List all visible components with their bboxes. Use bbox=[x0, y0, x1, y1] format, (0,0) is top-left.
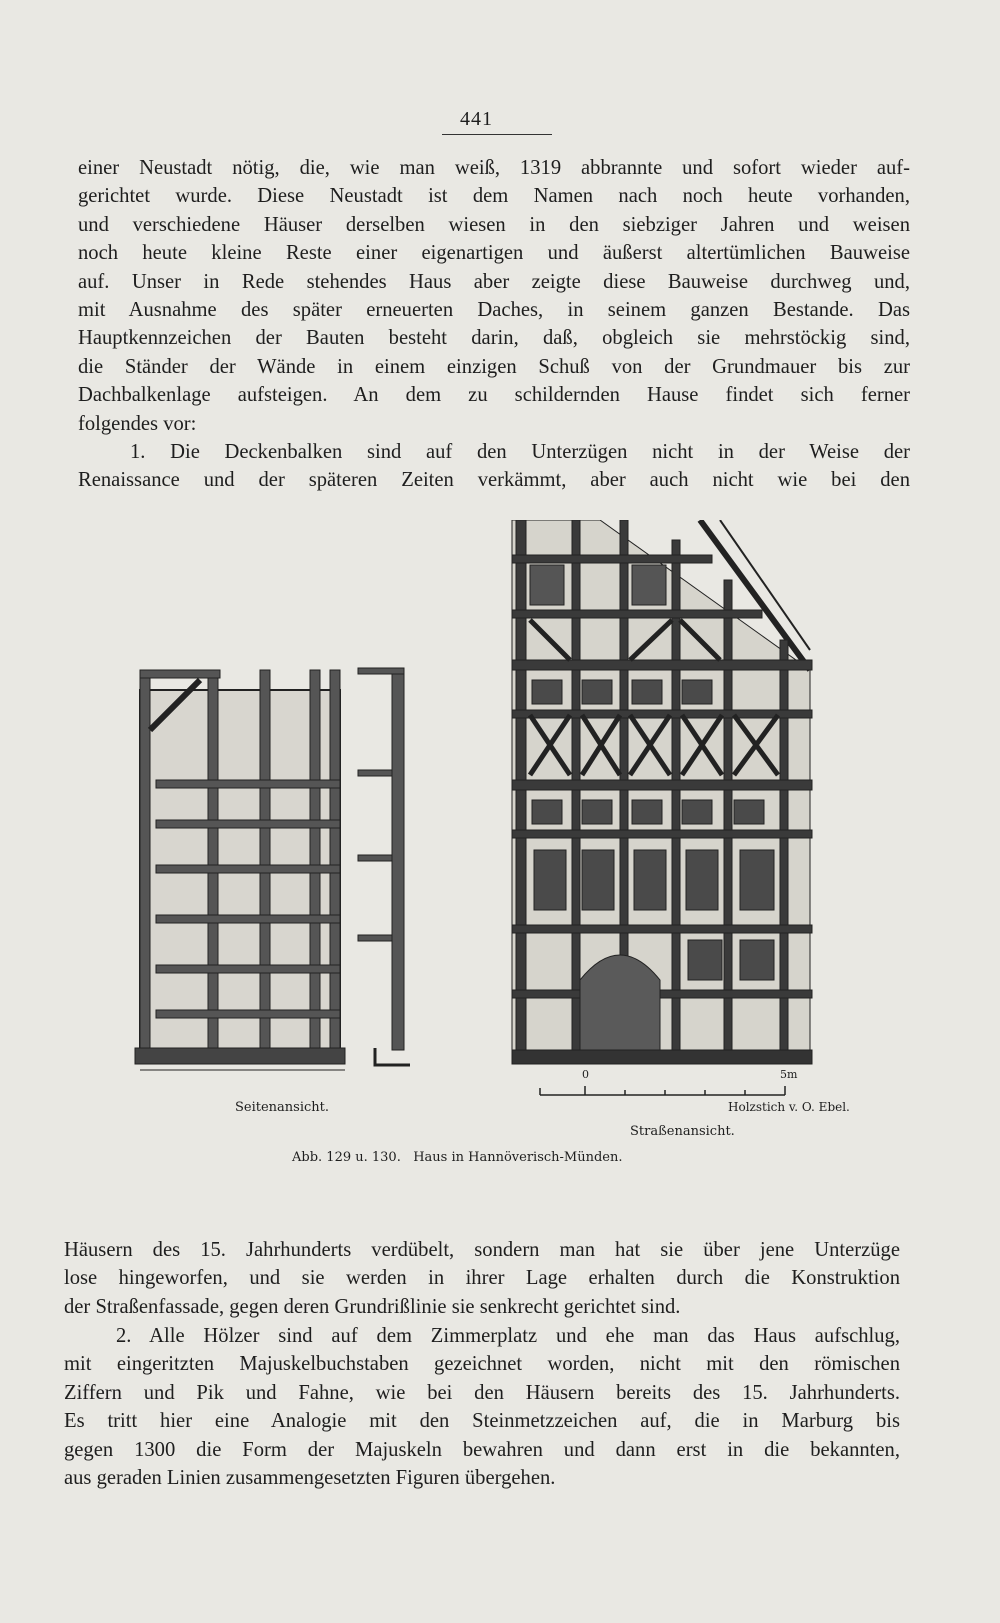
street-elevation-drawing bbox=[512, 520, 812, 1064]
text-line: einer Neustadt nötig, die, wie man weiß, 1319 abbrannte und sofort wieder auf- bbox=[78, 157, 910, 179]
text-line: gerichtet wurde. Diese Neustadt ist dem Namen nach noch heute vorhanden, bbox=[78, 185, 910, 208]
side-elevation-drawing bbox=[135, 668, 410, 1070]
text-line: folgendes vor: bbox=[78, 412, 197, 435]
paragraph-1 bbox=[78, 154, 910, 438]
text-line: der Straßenfassade, gegen deren Grundrißlinie sie senkrecht gerichtet sind. bbox=[64, 1295, 681, 1318]
text-line: 2. Alle Hölzer sind auf dem Zimmerplatz und ehe man das Haus aufschlug, bbox=[116, 1325, 900, 1347]
paragraph-3 bbox=[64, 1236, 900, 1321]
text-line: mit eingeritzten Majuskelbuchstaben gezeichnet worden, nicht mit den römischen bbox=[64, 1353, 900, 1376]
scale-start-label: 0 bbox=[582, 1068, 589, 1081]
text-line: Es tritt hier eine Analogie mit den Steinmetzzeichen auf, die in Marburg bis bbox=[64, 1410, 900, 1433]
page-number: 441 bbox=[460, 108, 493, 130]
paragraph-2 bbox=[78, 438, 910, 495]
page-number-rule bbox=[442, 134, 552, 135]
text-line: noch heute kleine Reste einer eigenartigen und äußerst altertümlichen Bauweise bbox=[78, 242, 910, 265]
text-line: Renaissance und der späteren Zeiten verkämmt, aber auch nicht wie bei den bbox=[78, 469, 910, 492]
paragraph-4 bbox=[64, 1322, 900, 1492]
text-line: Dachbalkenlage aufsteigen. An dem zu schildernden Hause findet sich ferner bbox=[78, 384, 910, 407]
figure-house-elevations bbox=[120, 520, 890, 1165]
text-line: mit Ausnahme des später erneuerten Daches, in seinem ganzen Bestande. Das bbox=[78, 299, 910, 322]
text-line: 1. Die Deckenbalken sind auf den Unterzügen nicht in der Weise der bbox=[130, 441, 910, 463]
caption-main: Abb. 129 u. 130. Haus in Hannöverisch-Münden. bbox=[292, 1150, 623, 1165]
text-line: aus geraden Linien zusammengesetzten Figuren übergehen. bbox=[64, 1467, 556, 1490]
text-line: Ziffern und Pik und Fahne, wie bei den Häusern bereits des 15. Jahrhunderts. bbox=[64, 1381, 900, 1404]
caption-side-view: Seitenansicht. bbox=[235, 1100, 330, 1115]
text-line: auf. Unser in Rede stehendes Haus aber zeigte diese Bauweise durchweg und, bbox=[78, 270, 910, 293]
caption-engraver: Holzstich v. O. Ebel. bbox=[728, 1100, 850, 1114]
text-line: gegen 1300 die Form der Majuskeln bewahren und dann erst in die bekannten, bbox=[64, 1438, 900, 1461]
house-drawings bbox=[120, 520, 890, 1160]
caption-street-view: Straßenansicht. bbox=[630, 1124, 735, 1139]
text-line: lose hingeworfen, und sie werden in ihrer Lage erhalten durch die Konstruktion bbox=[64, 1267, 900, 1290]
text-line: und verschiedene Häuser derselben wiesen in den siebziger Jahren und weisen bbox=[78, 213, 910, 236]
scale-end-label: 5m bbox=[780, 1068, 798, 1081]
text-line: Hauptkennzeichen der Bauten besteht darin, daß, obgleich sie mehrstöckig sind, bbox=[78, 327, 910, 350]
text-line: die Ständer der Wände in einem einzigen Schuß von der Grundmauer bis zur bbox=[78, 355, 910, 378]
text-line: Häusern des 15. Jahrhunderts verdübelt, sondern man hat sie über jene Unterzüge bbox=[64, 1239, 900, 1261]
scale-bar bbox=[540, 1086, 785, 1095]
